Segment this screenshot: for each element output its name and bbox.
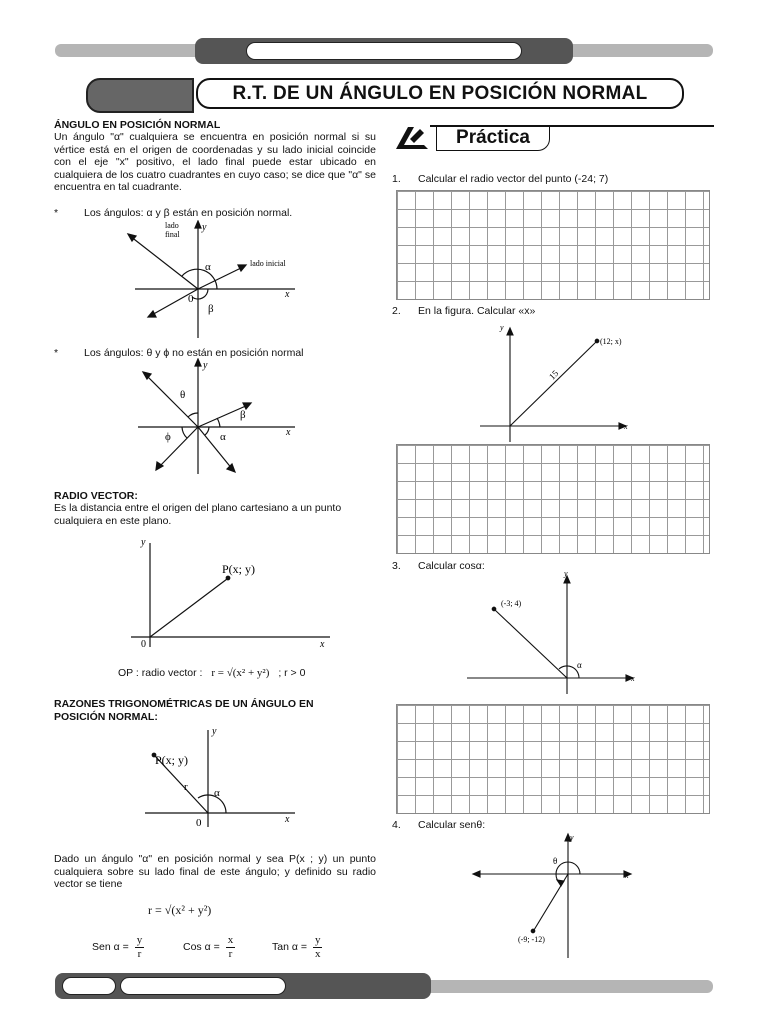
bullet-marker: * <box>54 347 59 359</box>
fig2-x: x <box>286 427 291 438</box>
problem-4-figure <box>470 830 640 960</box>
fig3-origin: 0 <box>141 639 146 650</box>
lado-final-ray <box>130 236 198 289</box>
radio-formula-label: OP : radio vector : <box>118 667 203 679</box>
section-heading-radio: RADIO VECTOR: <box>54 490 138 502</box>
fig1-alpha: α <box>205 261 211 273</box>
fig3-point: P(x; y) <box>222 562 255 576</box>
bullet-1-text: Los ángulos: α y β están en posición normal. <box>84 207 293 219</box>
problem-2 <box>392 305 536 318</box>
problem-2-figure <box>478 320 638 442</box>
problem-3-num: 3. <box>392 560 401 572</box>
ratio-cos <box>183 934 235 960</box>
ratio-tan-fraction <box>313 934 323 960</box>
fig2-alpha: α <box>220 431 226 443</box>
fig1-beta: β <box>208 303 214 315</box>
y-axis-arrow <box>195 221 201 228</box>
practica-icon <box>394 123 430 153</box>
ratio-sen-num: y <box>136 934 143 946</box>
p4-y: y <box>570 833 574 842</box>
bottom-bar-pill-large <box>120 977 286 995</box>
p4-x: x <box>625 871 629 880</box>
section-heading-razones: RAZONES TRIGONOMÉTRICAS DE UN ÁNGULO EN POSICIÓN NORMAL: <box>54 698 314 723</box>
problem-2-text: En la figura. Calcular «x» <box>418 305 536 317</box>
problem-4 <box>392 819 486 832</box>
problem-3-text: Calcular cosα: <box>418 560 485 572</box>
fig1-x: x <box>285 289 290 300</box>
fig4-r: r <box>184 781 188 793</box>
practica-box <box>436 126 550 151</box>
answer-grid-2[interactable] <box>396 444 710 554</box>
ratio-sen <box>92 934 144 960</box>
bullet-1 <box>54 207 293 220</box>
p2-y: y <box>500 323 504 332</box>
page-title-text: R.T. DE UN ÁNGULO EN POSICIÓN NORMAL <box>232 82 648 104</box>
fig4-origin: 0 <box>196 817 202 829</box>
figure-razones <box>140 724 300 834</box>
problem-3-figure <box>465 568 645 696</box>
p3-alpha: α <box>577 660 582 670</box>
p3-x: x <box>631 674 635 683</box>
top-bar-pill <box>246 42 522 60</box>
problem-4-text: Calcular senθ: <box>418 819 486 831</box>
fig2-theta: θ <box>180 389 186 401</box>
title-tab <box>86 78 194 113</box>
problem-2-num: 2. <box>392 305 401 317</box>
section-heading-angulo: ÁNGULO EN POSICIÓN NORMAL <box>54 119 221 131</box>
figure-normal-angles <box>120 220 300 340</box>
fig3-y: y <box>141 537 146 548</box>
ratio-sen-label: Sen α = <box>92 940 129 953</box>
practica-title: Práctica <box>456 127 530 148</box>
p3-y: y <box>564 569 568 578</box>
fig3-x: x <box>320 639 325 650</box>
ratio-cos-fraction <box>226 934 236 960</box>
r-formula: r = √(x² + y²) <box>148 903 212 917</box>
page-title <box>196 78 684 109</box>
p2-length: 15 <box>546 368 561 382</box>
ratio-sen-den: r <box>137 947 142 960</box>
bottom-bar-pill-small <box>62 977 116 995</box>
ratio-tan-label: Tan α = <box>272 940 307 953</box>
section-body-razones: Dado un ángulo "α" en posición normal y sea P(x ; y) un punto cualquiera sobre su lado final de este ángulo; y definido su radio vector se tiene <box>54 853 376 890</box>
fig4-x: x <box>285 814 290 825</box>
fig1-origin: 0 <box>188 293 194 305</box>
problem-3 <box>392 560 485 573</box>
ratio-tan-num: y <box>314 934 321 946</box>
fig4-alpha: α <box>214 787 220 799</box>
fig1-lado-inicial: lado inicial <box>250 259 286 268</box>
radio-formula-r: r = √(x² + y²) <box>211 667 270 679</box>
p3-point: (-3; 4) <box>501 599 522 608</box>
problem-1 <box>392 173 609 186</box>
problem-1-num: 1. <box>392 173 401 185</box>
ratio-cos-num: x <box>227 934 234 946</box>
answer-grid-1[interactable] <box>396 190 710 300</box>
fig1-lado: lado <box>165 221 179 230</box>
bullet-2-text: Los ángulos: θ y ϕ no están en posición normal <box>84 347 304 359</box>
answer-grid-3[interactable] <box>396 704 710 814</box>
fig2-beta: β <box>240 409 246 421</box>
fig4-point: P(x; y) <box>155 753 188 767</box>
ratio-cos-den: r <box>228 947 233 960</box>
radio-vector-formula <box>118 667 305 680</box>
p4-point: (-9; -12) <box>518 935 545 944</box>
p4-theta: θ <box>553 856 558 866</box>
section-body-radio: Es la distancia entre el origen del plano cartesiano a un punto cualquiera en este plano. <box>54 502 342 527</box>
problem-1-text: Calcular el radio vector del punto (-24; 7) <box>418 173 609 185</box>
figure-non-normal-angles <box>130 358 300 476</box>
problem-4-num: 4. <box>392 819 401 831</box>
fig2-phi: ϕ <box>165 431 171 443</box>
fig1-final: final <box>165 230 180 239</box>
fig4-y: y <box>212 726 217 737</box>
bullet-2 <box>54 347 304 360</box>
figure-radio-vector <box>125 535 335 650</box>
fig1-y: y <box>202 222 207 233</box>
p2-point: (12; x) <box>600 337 622 346</box>
p2-x: x <box>624 422 628 431</box>
ratio-tan-den: x <box>314 947 321 960</box>
ratio-sen-fraction <box>135 934 145 960</box>
radio-formula-cond: ; r > 0 <box>278 667 306 679</box>
section-body-angulo: Un ángulo "α" cualquiera se encuentra en posición normal si su vértice está en el origen de coordenadas y su lado inicial coincide con el eje "x" positivo, el lado final puede estar ubicado en cualquiera de los cuatro cuadrantes en cuyo caso; se dice que "α" se encuentra en tal cuadrante. <box>54 131 376 193</box>
bullet-marker: * <box>54 207 59 219</box>
ratio-tan <box>272 934 322 960</box>
ratio-cos-label: Cos α = <box>183 940 220 953</box>
fig2-y: y <box>203 360 208 371</box>
